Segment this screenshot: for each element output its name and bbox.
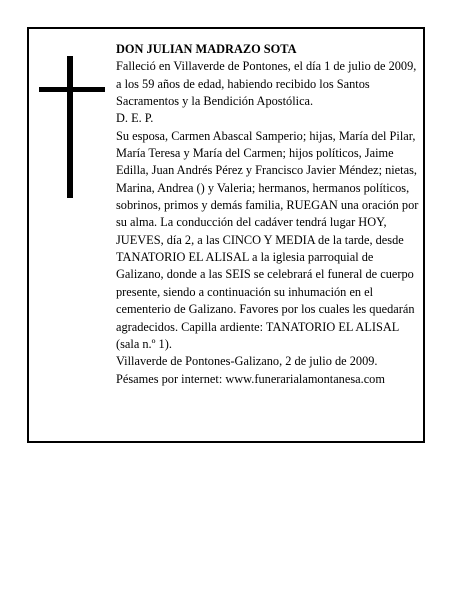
notice-text (116, 41, 420, 388)
obituary-notice (27, 27, 425, 443)
place-and-date: Villaverde de Pontones-Galizano, 2 de julio de 2009. (116, 354, 378, 369)
death-announcement: Falleció en Villaverde de Pontones, el día 1 de julio de 2009, a los 59 años de edad, habiendo recibido los Santos Sacramentos y la Bendición Apostólica. (116, 59, 417, 109)
family-and-funeral-details: Su esposa, Carmen Abascal Samperio; hijas, María del Pilar, María Teresa y María del Carmen; hijos políticos, Jaime Edilla, Juan Andrés Pérez y Francisco Javier Méndez; nietas, Marina, Andrea () y Valeria; hermanos, hermanos políticos, sobrinos, primos y demás familia, RUEGAN una oración por su alma. La conducción del cadáver tendrá lugar HOY, JUEVES, día 2, a las CINCO Y MEDIA de la tarde, desde TANATORIO EL ALISAL a la iglesia parroquial de Galizano, donde a las SEIS se celebrará el funeral de cuerpo presente, siendo a continuación su inhumación en el cementerio de Galizano. Favores por los cuales les quedarán agradecidos. Capilla ardiente: TANATORIO EL ALISAL (sala n.º 1). (116, 128, 419, 351)
cross-icon (39, 56, 105, 198)
deceased-name: DON JULIAN MADRAZO SOTA (116, 42, 297, 56)
cross-horizontal-bar (39, 87, 105, 92)
condolences-website: Pésames por internet: www.funerarialamontanesa.com (116, 371, 385, 386)
cross-vertical-bar (67, 56, 73, 198)
rip-line: D. E. P. (116, 111, 154, 126)
